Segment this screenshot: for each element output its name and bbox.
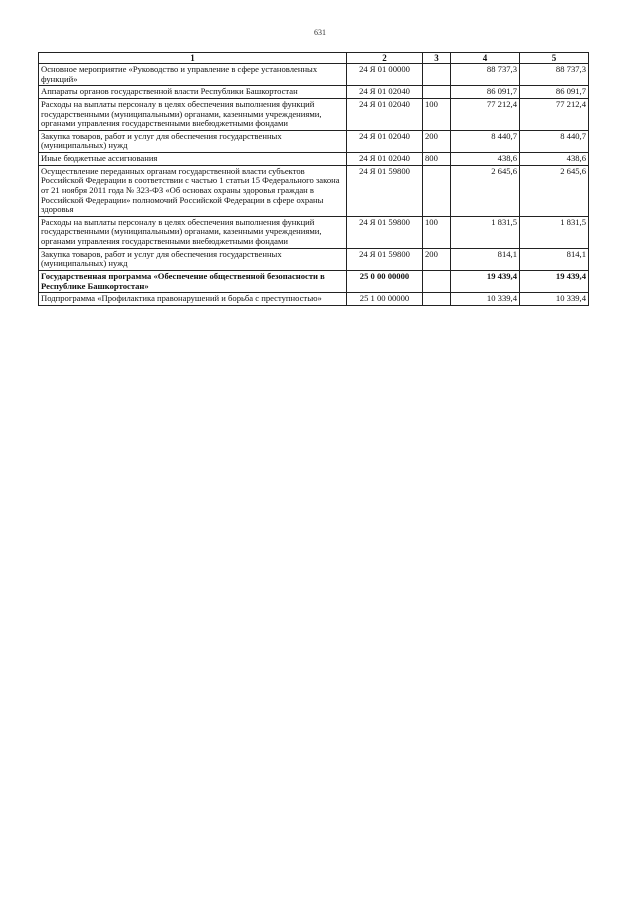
row-code-cell: 24 Я 01 00000	[347, 64, 423, 86]
table-row	[39, 86, 589, 99]
row-name-cell: Основное мероприятие «Руководство и управление в сфере установленных функций»	[39, 64, 347, 86]
page-number: 631	[314, 28, 326, 37]
row-expense-type-cell: 100	[423, 216, 451, 248]
row-name-cell: Аппараты органов государственной власти Республики Башкортостан	[39, 86, 347, 99]
row-amount-col4-cell: 10 339,4	[451, 293, 520, 306]
row-code-cell: 25 0 00 00000	[347, 270, 423, 292]
row-expense-type-cell	[423, 86, 451, 99]
table-row	[39, 98, 589, 130]
row-amount-col4-cell: 1 831,5	[451, 216, 520, 248]
row-amount-col5-cell: 77 212,4	[520, 98, 589, 130]
table-row	[39, 165, 589, 216]
row-amount-col4-cell: 19 439,4	[451, 270, 520, 292]
row-amount-col5-cell: 10 339,4	[520, 293, 589, 306]
row-expense-type-cell: 200	[423, 130, 451, 152]
table-body	[39, 64, 589, 306]
row-amount-col5-cell: 8 440,7	[520, 130, 589, 152]
budget-table	[38, 52, 589, 306]
header-col-4: 4	[451, 53, 520, 64]
table-row	[39, 64, 589, 86]
row-name-cell: Государственная программа «Обеспечение общественной безопасности в Республике Башкортостан»	[39, 270, 347, 292]
table-row	[39, 270, 589, 292]
row-amount-col4-cell: 2 645,6	[451, 165, 520, 216]
header-col-2: 2	[347, 53, 423, 64]
row-expense-type-cell	[423, 64, 451, 86]
table-row	[39, 293, 589, 306]
row-expense-type-cell	[423, 270, 451, 292]
row-amount-col5-cell: 88 737,3	[520, 64, 589, 86]
row-expense-type-cell	[423, 293, 451, 306]
row-amount-col4-cell: 438,6	[451, 153, 520, 166]
row-amount-col4-cell: 88 737,3	[451, 64, 520, 86]
row-expense-type-cell: 800	[423, 153, 451, 166]
row-code-cell: 24 Я 01 02040	[347, 153, 423, 166]
row-amount-col5-cell: 2 645,6	[520, 165, 589, 216]
row-expense-type-cell	[423, 165, 451, 216]
row-code-cell: 24 Я 01 59800	[347, 216, 423, 248]
row-amount-col5-cell: 1 831,5	[520, 216, 589, 248]
header-col-3: 3	[423, 53, 451, 64]
row-name-cell: Закупка товаров, работ и услуг для обеспечения государственных (муниципальных) нужд	[39, 248, 347, 270]
row-name-cell: Расходы на выплаты персоналу в целях обеспечения выполнения функций государственными (муниципальными) органами, казенными учреждениями, органами управления государственными внебюджетными фондами	[39, 98, 347, 130]
row-amount-col4-cell: 86 091,7	[451, 86, 520, 99]
row-code-cell: 24 Я 01 02040	[347, 98, 423, 130]
table-header-row	[39, 53, 589, 64]
table-row	[39, 153, 589, 166]
row-code-cell: 24 Я 01 59800	[347, 248, 423, 270]
row-code-cell: 24 Я 01 02040	[347, 130, 423, 152]
header-col-5: 5	[520, 53, 589, 64]
row-amount-col5-cell: 814,1	[520, 248, 589, 270]
table-row	[39, 130, 589, 152]
row-code-cell: 24 Я 01 02040	[347, 86, 423, 99]
row-expense-type-cell: 100	[423, 98, 451, 130]
row-amount-col5-cell: 438,6	[520, 153, 589, 166]
row-name-cell: Осуществление переданных органам государственной власти субъектов Российской Федерации в соответствии с частью 1 статьи 15 Федерального закона от 21 ноября 2011 года № 323-ФЗ «Об основах охраны здоровья граждан в Российской Федерации» полномочий Российской Федерации в сфере охраны здоровья	[39, 165, 347, 216]
table-row	[39, 248, 589, 270]
table-row	[39, 216, 589, 248]
row-amount-col4-cell: 814,1	[451, 248, 520, 270]
row-name-cell: Иные бюджетные ассигнования	[39, 153, 347, 166]
row-name-cell: Подпрограмма «Профилактика правонарушений и борьба с преступностью»	[39, 293, 347, 306]
row-code-cell: 25 1 00 00000	[347, 293, 423, 306]
row-name-cell: Расходы на выплаты персоналу в целях обеспечения выполнения функций государственными (муниципальными) органами, казенными учреждениями, органами управления государственными внебюджетными фондами	[39, 216, 347, 248]
row-code-cell: 24 Я 01 59800	[347, 165, 423, 216]
row-amount-col5-cell: 19 439,4	[520, 270, 589, 292]
row-amount-col4-cell: 77 212,4	[451, 98, 520, 130]
row-expense-type-cell: 200	[423, 248, 451, 270]
row-name-cell: Закупка товаров, работ и услуг для обеспечения государственных (муниципальных) нужд	[39, 130, 347, 152]
row-amount-col4-cell: 8 440,7	[451, 130, 520, 152]
row-amount-col5-cell: 86 091,7	[520, 86, 589, 99]
header-col-1: 1	[39, 53, 347, 64]
